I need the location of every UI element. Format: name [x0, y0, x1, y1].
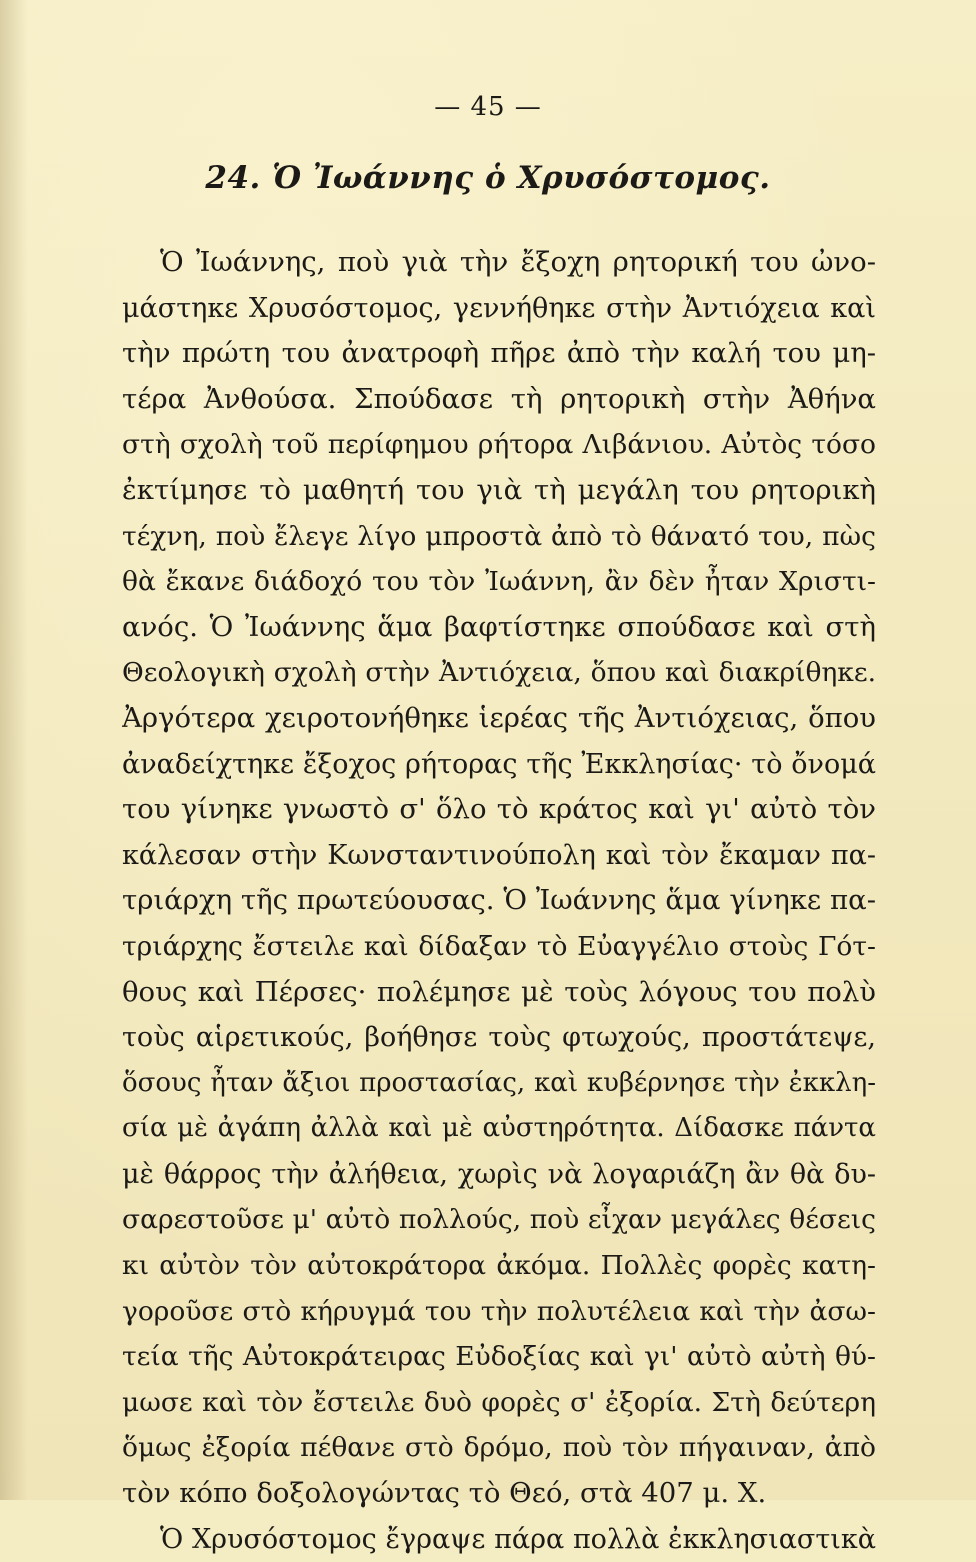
- text-line: γοροῦσε στὸ κήρυγμά του τὴν πολυτέλεια καὶ τὴν ἀσω-: [122, 1295, 876, 1327]
- text-line: σαρεστοῦσε μ' αὐτὸ πολλούς, ποὺ εἶχαν μεγάλες θέσεις: [122, 1204, 876, 1236]
- text-line: τοὺς αἱρετικούς, βοήθησε τοὺς φτωχούς, προστάτεψε,: [122, 1022, 876, 1054]
- text-line: σία μὲ ἀγάπη ἀλλὰ καὶ μὲ αὐστηρότητα. Δίδασκε πάντα: [122, 1113, 876, 1144]
- text-line: τριάρχης ἔστειλε καὶ δίδαξαν τὸ Εὐαγγέλιο στοὺς Γότ-: [122, 930, 876, 962]
- text-line: ὅμως ἐξορία πέθανε στὸ δρόμο, ποὺ τὸν πήγαιναν, ἀπὸ: [122, 1432, 876, 1464]
- text-line: τεία τῆς Αὐτοκράτειρας Εὐδοξίας καὶ γι' αὐτὸ αὐτὴ θύ-: [122, 1341, 876, 1373]
- text-line: μάστηκε Χρυσόστομος, γεννήθηκε στὴν Ἀντιόχεια καὶ: [122, 292, 876, 324]
- text-line: μὲ θάρρος τὴν ἀλήθεια, χωρὶς νὰ λογαριάζη ἂν θὰ δυ-: [122, 1158, 876, 1190]
- text-line: ανός. Ὁ Ἰωάννης ἅμα βαφτίστηκε σπούδασε καὶ στὴ: [122, 610, 876, 643]
- text-line: θους καὶ Πέρσες· πολέμησε μὲ τοὺς λόγους του πολὺ: [122, 975, 876, 1008]
- page-number: — 45 —: [434, 92, 542, 122]
- text-line: μωσε καὶ τὸν ἔστειλε δυὸ φορὲς σ' ἐξορία. Στὴ δεύτερη: [122, 1386, 876, 1418]
- text-line: Ὁ Χρυσόστομος ἔγραψε πάρα πολλὰ ἐκκλησιαστικὰ: [160, 1523, 876, 1555]
- text-line: στὴ σχολὴ τοῦ περίφημου ρήτορα Λιβάνιου. Αὐτὸς τόσο: [122, 429, 876, 461]
- text-line: του γίνηκε γνωστὸ σ' ὅλο τὸ κράτος καὶ γι' αὐτὸ τὸν: [122, 793, 876, 826]
- text-line: τὴν πρώτη του ἀνατροφὴ πῆρε ἀπὸ τὴν καλή του μη-: [122, 337, 876, 370]
- text-line: ἐκτίμησε τὸ μαθητή του γιὰ τὴ μεγάλη του ρητορικὴ: [122, 473, 876, 506]
- text-line: Ἀργότερα χειροτονήθηκε ἱερέας τῆς Ἀντιόχειας, ὅπου: [122, 701, 876, 734]
- text-line: ὅσους ἦταν ἄξιοι προστασίας, καὶ κυβέρνησε τὴν ἐκκλη-: [122, 1067, 876, 1098]
- body-paragraph: [122, 240, 876, 1562]
- text-line: τριάρχη τῆς πρωτεύουσας. Ὁ Ἰωάννης ἅμα γίνηκε πα-: [122, 884, 876, 917]
- text-line: τέχνη, ποὺ ἔλεγε λίγο μπροστὰ ἀπὸ τὸ θάνατό του, πὼς: [122, 520, 876, 552]
- text-line: τὸν κόπο δοξολογώντας τὸ Θεό, στὰ 407 μ. Χ.: [122, 1477, 767, 1510]
- text-line: κι αὐτὸν τὸν αὐτοκράτορα ἀκόμα. Πολλὲς φορὲς κατη-: [122, 1250, 876, 1282]
- chapter-title: 24. Ὁ Ἰωάννης ὁ Χρυσόστομος.: [205, 160, 771, 196]
- page-spine-shadow: [0, 0, 28, 1500]
- text-line: ἀναδείχτηκε ἔξοχος ρήτορας τῆς Ἐκκλησίας· τὸ ὄνομά: [122, 748, 876, 780]
- text-line: Θεολογικὴ σχολὴ στὴν Ἀντιόχεια, ὅπου καὶ διακρίθηκε.: [122, 657, 876, 689]
- text-line: θὰ ἔκανε διάδοχό του τὸν Ἰωάννη, ἂν δὲν ἦταν Χριστι-: [122, 566, 876, 598]
- text-line: κάλεσαν στὴν Κωνσταντινούπολη καὶ τὸν ἔκαμαν πα-: [122, 839, 876, 871]
- text-line: τέρα Ἀνθούσα. Σπούδασε τὴ ρητορικὴ στὴν Ἀθήνα: [122, 382, 876, 415]
- text-line: Ὁ Ἰωάννης, ποὺ γιὰ τὴν ἔξοχη ρητορική του ὠνο-: [160, 246, 876, 278]
